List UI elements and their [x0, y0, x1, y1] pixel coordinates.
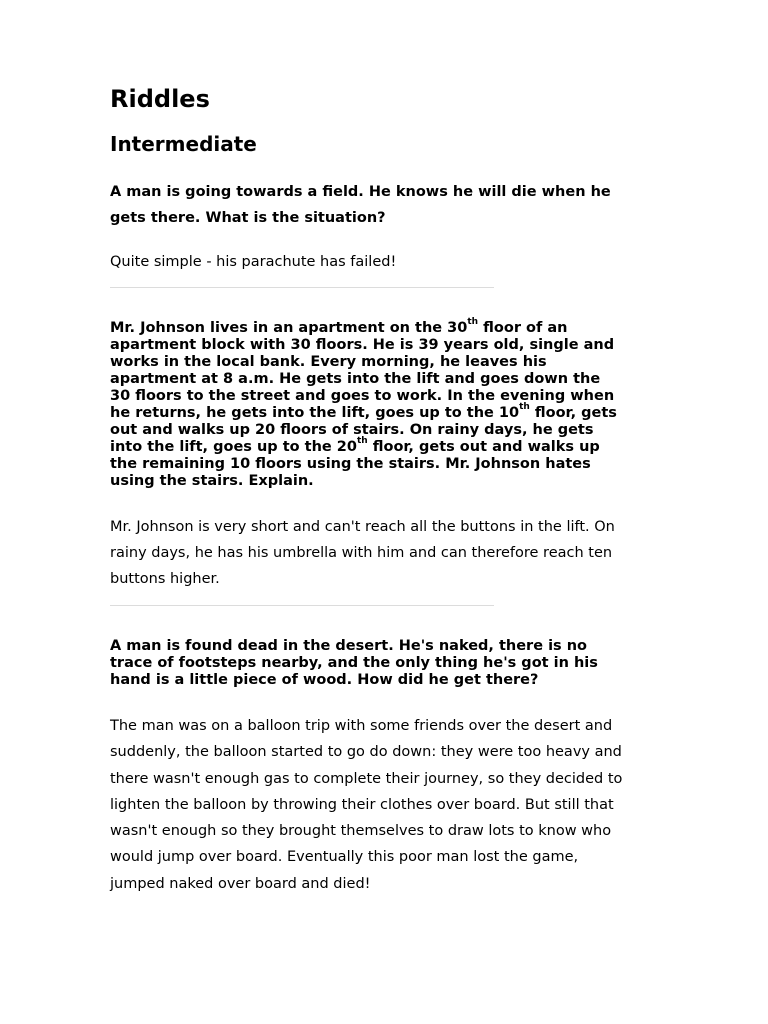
riddle-3-question-line: hand is a little piece of wood. How did he get there?: [110, 672, 539, 688]
riddle-3-answer-line: lighten the balloon by throwing their clothes over board. But still that: [110, 796, 614, 813]
riddle-2-question-line: using the stairs. Explain.: [110, 473, 314, 489]
section-divider: [110, 605, 494, 606]
superscript: th: [467, 317, 479, 328]
riddle-2-answer-line: buttons higher.: [110, 571, 220, 587]
section-divider: [110, 287, 494, 288]
riddle-3-answer-line: jumped naked over board and died!: [110, 875, 371, 892]
page-title: Riddles: [110, 85, 210, 113]
riddle-1-question: [110, 179, 670, 231]
riddle-2-question-line: [110, 436, 670, 456]
text-fragment: floor of an: [478, 320, 568, 336]
riddle-2-question-line: out and walks up 20 floors of stairs. On rainy days, he gets: [110, 422, 594, 438]
riddle-2-question-line: [110, 402, 670, 422]
riddle-3-answer-line: suddenly, the balloon started to go do down: they were too heavy and: [110, 744, 622, 761]
text-fragment: he returns, he gets into the lift, goes up to the 10: [110, 405, 520, 421]
riddle-3-answer-line: would jump over board. Eventually this poor man lost the game,: [110, 849, 579, 866]
riddle-2-question-line: apartment at 8 a.m. He gets into the lift and goes down the: [110, 371, 601, 387]
riddle-3-question-line: A man is found dead in the desert. He's naked, there is no: [110, 638, 588, 654]
text-fragment: Mr. Johnson lives in an apartment on the 30: [110, 320, 468, 336]
riddle-2-question-line: [110, 317, 670, 337]
text-fragment: floor, gets out and walks up: [367, 439, 600, 455]
riddle-2-question-line: apartment block with 30 floors. He is 39 years old, single and: [110, 337, 615, 353]
superscript: th: [519, 402, 530, 413]
riddle-2-answer-line: rainy days, he has his umbrella with him and can therefore reach ten: [110, 545, 613, 561]
superscript: th: [356, 436, 368, 447]
riddle-2-question-line: works in the local bank. Every morning, he leaves his: [110, 354, 547, 370]
riddle-2-answer: [110, 514, 670, 592]
riddle-1-question-line: A man is going towards a field. He knows he will die when he: [110, 184, 611, 200]
text-fragment: floor, gets: [529, 405, 617, 421]
riddle-3-answer-line: wasn't enough so they brought themselves to draw lots to know who: [110, 823, 612, 840]
riddle-2-answer-line: Mr. Johnson is very short and can't reach all the buttons in the lift. On: [110, 519, 615, 535]
riddle-3-answer: [110, 713, 670, 897]
riddle-3-answer-line: there wasn't enough gas to complete their journey, so they decided to: [110, 770, 623, 787]
riddle-3-question: [110, 638, 670, 689]
riddle-2-question: [110, 317, 670, 490]
riddle-1-answer: Quite simple - his parachute has failed!: [110, 254, 397, 270]
riddle-2-question-line: 30 floors to the street and goes to work. In the evening when: [110, 388, 615, 404]
text-fragment: into the lift, goes up to the 20: [110, 439, 357, 455]
level-heading: Intermediate: [110, 132, 257, 156]
riddle-1-question-line: gets there. What is the situation?: [110, 210, 386, 226]
riddle-3-question-line: trace of footsteps nearby, and the only thing he's got in his: [110, 655, 598, 671]
riddle-2-question-line: the remaining 10 floors using the stairs. Mr. Johnson hates: [110, 456, 591, 472]
riddle-3-answer-line: The man was on a balloon trip with some friends over the desert and: [110, 718, 613, 734]
